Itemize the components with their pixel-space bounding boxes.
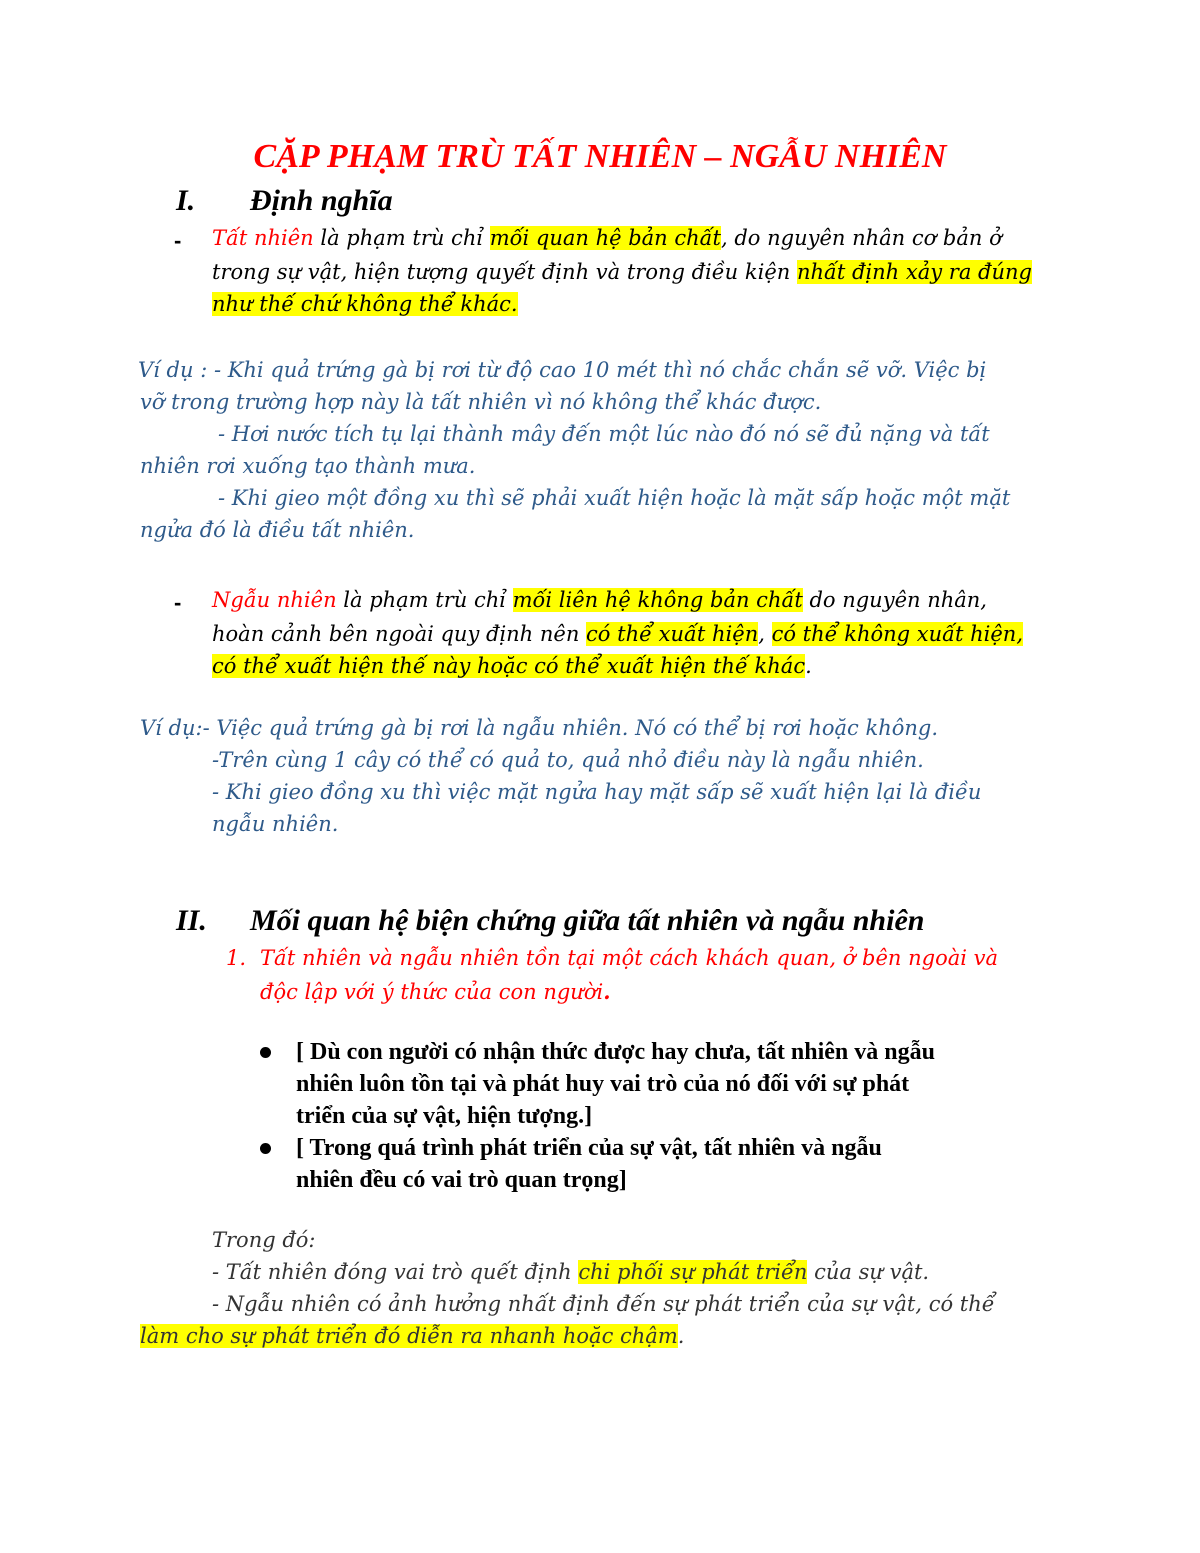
example-1-line-3: - Hơi nước tích tụ lại thành mây đến một lúc nào đó nó sẽ đủ nặng và tất bbox=[218, 422, 990, 446]
trong-do-line-2: - Ngẫu nhiên có ảnh hưởng nhất định đến sự phát triển của sự vật, có thể bbox=[212, 1292, 995, 1316]
section-1-number: I. bbox=[176, 184, 196, 217]
bullet-dot bbox=[260, 1143, 271, 1154]
example-1-line-1: Ví dụ : - Khi quả trứng gà bị rơi từ độ cao 10 mét thì nó chắc chắn sẽ vỡ. Việc bị bbox=[138, 358, 987, 382]
item-1-line-1: Tất nhiên và ngẫu nhiên tồn tại một cách khách quan, ở bên ngoài và bbox=[260, 946, 999, 970]
definition-2-line-2 bbox=[212, 618, 1023, 650]
highlight-span: mối liên hệ không bản chất bbox=[512, 588, 803, 612]
definition-2-line-1 bbox=[212, 584, 987, 616]
example-2-line-4: ngẫu nhiên. bbox=[212, 812, 339, 836]
text-span: . bbox=[510, 292, 518, 316]
section-1-heading bbox=[176, 184, 393, 218]
example-1-line-5: - Khi gieo một đồng xu thì sẽ phải xuất hiện hoặc là mặt sấp hoặc một mặt bbox=[218, 486, 1011, 510]
text-span: là phạm trù chỉ bbox=[336, 588, 513, 612]
definition-1-line-3 bbox=[212, 288, 518, 320]
text-span: trong sự vật, hiện tượng quyết định và trong điều kiện bbox=[212, 260, 797, 284]
text-span: . bbox=[677, 1324, 685, 1348]
highlight-span: có thể không xuất hiện, bbox=[771, 622, 1023, 646]
definition-1-line-1 bbox=[212, 222, 1002, 254]
text-span: , do nguyên nhân cơ bản ở bbox=[720, 226, 1002, 250]
definition-2-line-3 bbox=[212, 650, 812, 682]
highlight-span: có thể xuất hiện thế này hoặc có thể xuất hiện thế khác bbox=[212, 654, 806, 678]
text-span: độc lập với ý thức của con người bbox=[260, 980, 604, 1004]
definition-1-dash: - bbox=[174, 228, 182, 253]
bullet-2-line-1: [ Trong quá trình phát triển của sự vật, tất nhiên và ngẫu bbox=[296, 1135, 882, 1161]
bullet-1-line-1: [ Dù con người có nhận thức được hay chưa, tất nhiên và ngẫu bbox=[296, 1039, 935, 1065]
page-title: CẶP PHẠM TRÙ TẤT NHIÊN – NGẪU NHIÊN bbox=[253, 138, 947, 175]
highlight-span: như thế chứ không thể khác bbox=[212, 292, 511, 316]
highlight-span: chi phối sự phát triển bbox=[578, 1260, 808, 1284]
trong-do-line-3 bbox=[140, 1320, 684, 1352]
text-span: - Tất nhiên đóng vai trò quết định bbox=[212, 1260, 579, 1284]
bullet-1-line-2: nhiên luôn tồn tại và phát huy vai trò của nó đối với sự phát bbox=[296, 1071, 910, 1097]
section-2-heading bbox=[176, 904, 924, 938]
text-span: . bbox=[603, 979, 611, 1004]
highlight-span: có thể xuất hiện bbox=[586, 622, 759, 646]
example-1-line-2: vỡ trong trường hợp này là tất nhiên vì nó không thể khác được. bbox=[140, 390, 822, 414]
example-2-line-1: Ví dụ:- Việc quả trứng gà bị rơi là ngẫu nhiên. Nó có thể bị rơi hoặc không. bbox=[140, 716, 939, 740]
item-1-line-2 bbox=[260, 976, 611, 1008]
section-1-title: Định nghĩa bbox=[250, 184, 393, 217]
definition-1-line-2 bbox=[212, 256, 1032, 288]
trong-do-label: Trong đó: bbox=[212, 1228, 316, 1252]
definition-2-dash: - bbox=[174, 590, 182, 615]
term-ngau-nhien: Ngẫu nhiên bbox=[212, 588, 337, 612]
bullet-dot bbox=[260, 1047, 271, 1058]
example-1-line-6: ngửa đó là điều tất nhiên. bbox=[140, 518, 415, 542]
term-tat-nhien: Tất nhiên bbox=[212, 226, 314, 250]
bullet-1-line-3: triển của sự vật, hiện tượng.] bbox=[296, 1103, 593, 1129]
item-1-number: 1. bbox=[226, 946, 247, 970]
text-span: hoàn cảnh bên ngoài quy định nên bbox=[212, 622, 587, 646]
highlight-span: làm cho sự phát triển đó diễn ra nhanh hoặc chậm bbox=[140, 1324, 678, 1348]
text-span: do nguyên nhân, bbox=[802, 588, 987, 612]
trong-do-line-1 bbox=[212, 1256, 929, 1288]
example-2-line-3: - Khi gieo đồng xu thì việc mặt ngửa hay mặt sấp sẽ xuất hiện lại là điều bbox=[212, 780, 982, 804]
section-2-title: Mối quan hệ biện chứng giữa tất nhiên và ngẫu nhiên bbox=[250, 904, 925, 937]
example-2-line-2: -Trên cùng 1 cây có thể có quả to, quả nhỏ điều này là ngẫu nhiên. bbox=[212, 748, 924, 772]
text-span: là phạm trù chỉ bbox=[313, 226, 490, 250]
section-2-number: II. bbox=[176, 904, 207, 937]
bullet-2-line-2: nhiên đều có vai trò quan trọng] bbox=[296, 1167, 627, 1193]
text-span: , bbox=[758, 622, 772, 646]
text-span: của sự vật. bbox=[807, 1260, 930, 1284]
example-1-line-4: nhiên rơi xuống tạo thành mưa. bbox=[140, 454, 476, 478]
highlight-span: mối quan hệ bản chất bbox=[489, 226, 721, 250]
highlight-span: nhất định xảy ra đúng bbox=[796, 260, 1032, 284]
text-span: . bbox=[805, 654, 812, 678]
